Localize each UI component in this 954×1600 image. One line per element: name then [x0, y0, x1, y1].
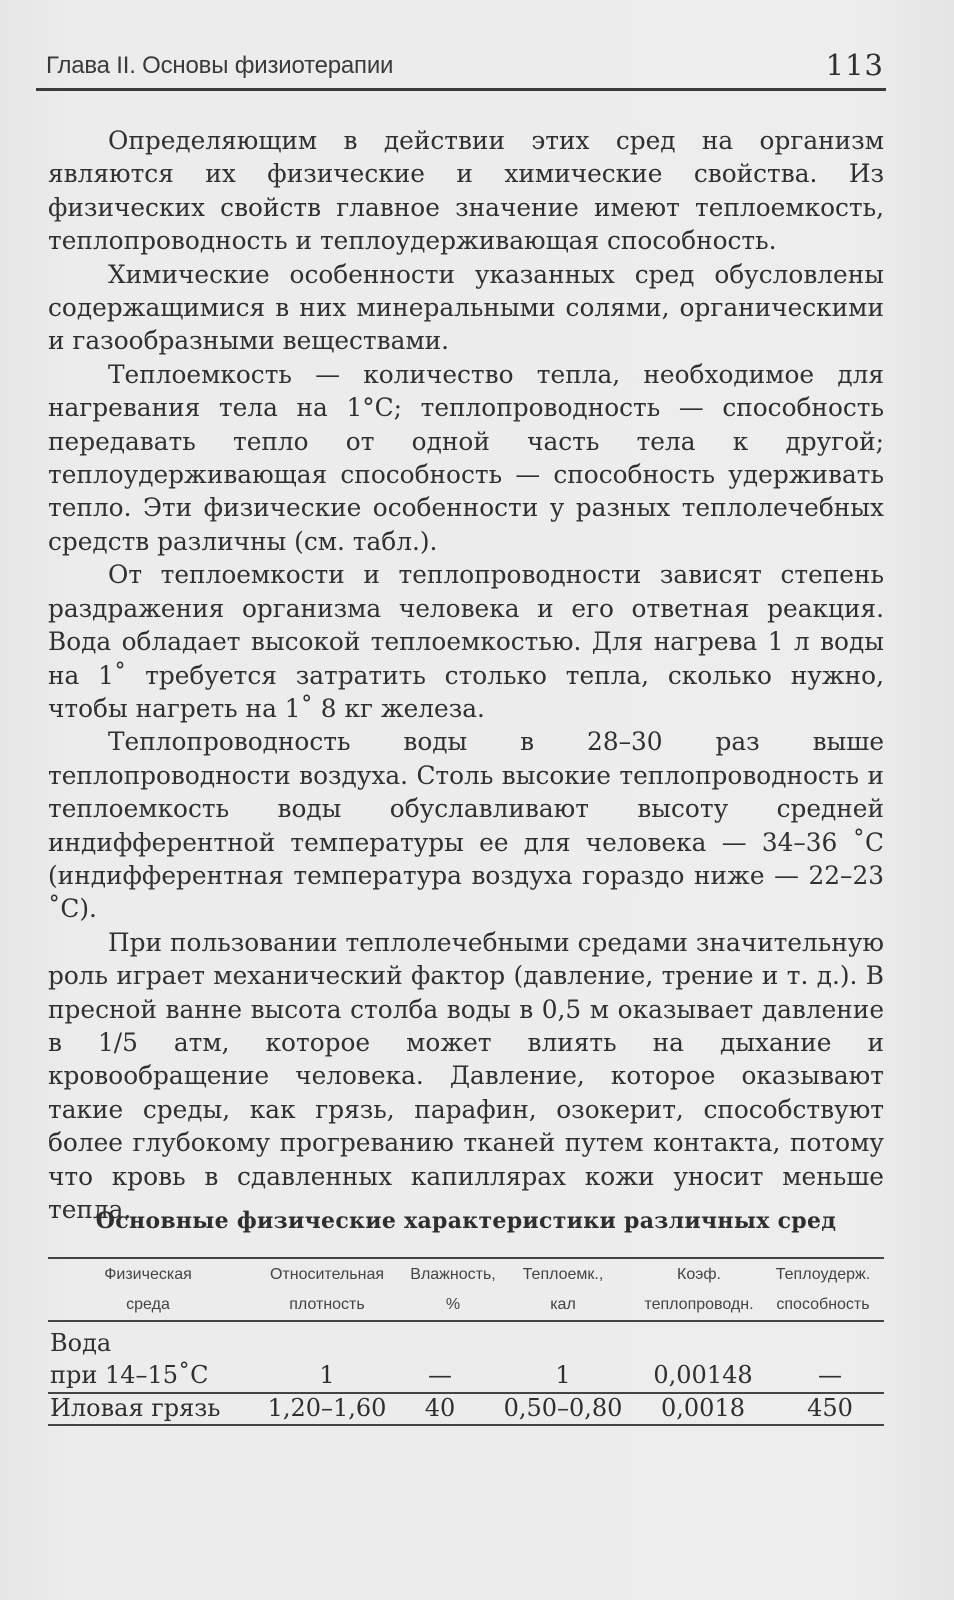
- paragraph: От теплоемкости и теплопроводности зависят степень раздражения организма человека и его ответная реакция. Вода обладает высокой теплоемкостью. Для нагрева 1 л воды на 1˚ требуется затратить столько тепла, сколько нужно, чтобы нагреть на 1˚ 8 кг железа.: [48, 560, 884, 723]
- cell-humidity: —: [428, 1361, 452, 1389]
- column-header-humidity: Влажность, %: [410, 1266, 496, 1313]
- chapter-title: Глава II. Основы физиотерапии: [46, 52, 394, 79]
- header-rule: [36, 88, 886, 91]
- page-number: 113: [825, 48, 884, 82]
- cell-retention: 450: [807, 1394, 853, 1422]
- column-header-medium: Физическая среда: [104, 1266, 192, 1313]
- paragraph: Химические особенности указанных сред обусловлены содержащимися в них минеральными солями, органическими и газообразными веществами.: [48, 259, 884, 356]
- cell-retention: —: [818, 1361, 842, 1389]
- cell-medium: Вода: [50, 1329, 112, 1357]
- cell-heat-capacity: 0,50–0,80: [503, 1394, 623, 1422]
- paragraph: Теплопроводность воды в 28–30 раз выше теплопроводности воздуха. Столь высокие теплопроводность и теплоемкость воды обуславливают высоту средней индифферентной температуры ее для человека — 34–36 ˚С (индифферентная температура воздуха гораздо ниже — 22–23 ˚С).: [48, 727, 884, 924]
- table-title: Основные физические характеристики различных сред: [95, 1208, 837, 1234]
- cell-medium: при 14–15˚С: [50, 1361, 209, 1389]
- paragraph: Определяющим в действии этих сред на организм являются их физические и химические свойства. Из физических свойств главное значение имеют теплоемкость, теплопроводность и теплоудерживающая способность.: [48, 126, 884, 256]
- column-header-heat-capacity: Теплоемк., кал: [522, 1266, 604, 1313]
- cell-medium: Иловая грязь: [50, 1394, 221, 1422]
- cell-density: 1: [319, 1361, 335, 1389]
- cell-conductivity: 0,0018: [661, 1394, 745, 1422]
- table-bottom-rule: [48, 1424, 884, 1426]
- table-top-rule: [48, 1257, 884, 1259]
- cell-heat-capacity: 1: [555, 1361, 571, 1389]
- column-header-conductivity: Коэф. теплопроводн.: [644, 1266, 754, 1313]
- column-header-density: Относительная плотность: [269, 1266, 385, 1313]
- cell-density: 1,20–1,60: [267, 1394, 387, 1422]
- running-head: [46, 46, 884, 86]
- body-text: [48, 124, 884, 1226]
- cell-humidity: 40: [424, 1394, 456, 1422]
- paragraph: Теплоемкость — количество тепла, необходимое для нагревания тела на 1°С; теплопроводность — способность передавать тепло от одной часть тела к другой; теплоудерживающая способность — способность удерживать тепло. Эти физические особенности у разных теплолечебных средств различны (см. табл.).: [48, 359, 884, 556]
- paragraph: При пользовании теплолечебными средами значительную роль играет механический фактор (давление, трение и т. д.). В пресной ванне высота столба воды в 0,5 м оказывает давление в 1/5 атм, которое может влиять на дыхание и кровообращение человека. Давление, которое оказывают такие среды, как грязь, парафин, озокерит, способствуют более глубокому прогреванию тканей путем контакта, потому что кровь в сдавленных капиллярах кожи уносит меньше тепла.: [48, 927, 884, 1224]
- header-bottom-rule: [48, 1320, 884, 1322]
- cell-conductivity: 0,00148: [653, 1361, 753, 1389]
- column-header-retention: Теплоудерж. способность: [775, 1266, 871, 1313]
